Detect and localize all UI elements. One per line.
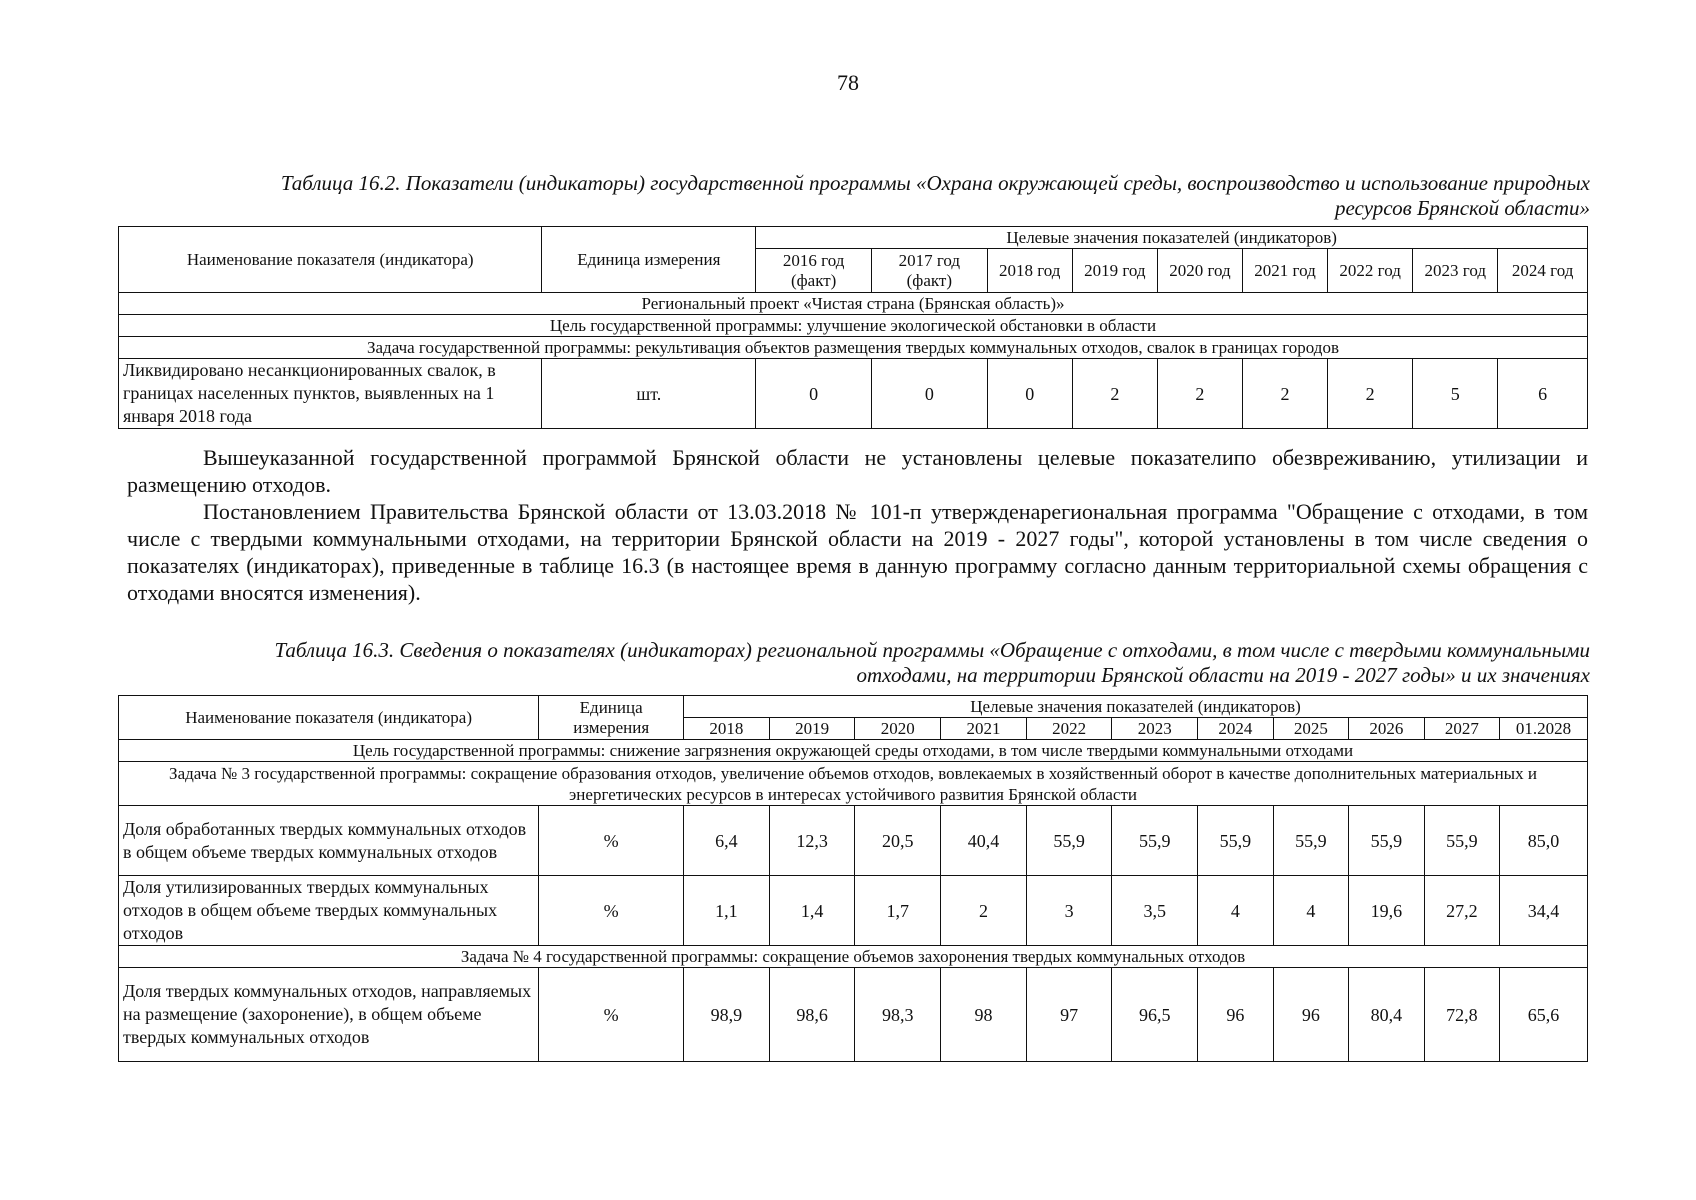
t2-year: 2020	[855, 718, 941, 740]
t1-year: 2016 год (факт)	[756, 249, 872, 293]
t2-header-unit: Единица измерения	[539, 696, 684, 740]
table-16-3-caption: Таблица 16.3. Сведения о показателях (индикаторах) региональной программы «Обращение с отходами, в том числе с твердыми коммунальными отходами, на территории Брянской области на 2019 - 2027 годы» и их значениях	[274, 638, 1590, 687]
t2-cell: 1,1	[684, 876, 770, 946]
t2-cell: 20,5	[855, 806, 941, 876]
t2-year: 2022	[1026, 718, 1112, 740]
t2-goal-row: Цель государственной программы: снижение загрязнения окружающей среды отходами, в том числе твердыми коммунальными отходами	[119, 740, 1588, 762]
t1-year: 2020 год	[1157, 249, 1242, 293]
t2-year: 2021	[941, 718, 1027, 740]
t2-cell: 3	[1026, 876, 1112, 946]
t2-cell: 55,9	[1424, 806, 1499, 876]
table-16-3	[118, 695, 1588, 1062]
t2-cell: 55,9	[1112, 806, 1198, 876]
t2-cell: 98	[941, 968, 1027, 1062]
t1-year: 2023 год	[1413, 249, 1498, 293]
t2-task4-row: Задача № 4 государственной программы: сокращение объемов захоронения твердых коммунальных отходов	[119, 946, 1588, 968]
paragraph: Постановлением Правительства Брянской области от 13.03.2018 № 101-п утвержденарегиональная программа "Обращение с отходами, в том числе с твердыми коммунальными отходами, на территории Брянской области на 2019 - 2027 годы", которой установлены в том числе сведения о показателях (индикаторах), приведенные в таблице 16.3 (в настоящее время в данную программу согласно данным территориальной схемы обращения с отходами вносятся изменения).	[127, 499, 1588, 605]
table-16-2-caption: Таблица 16.2. Показатели (индикаторы) государственной программы «Охрана окружающей среды, воспроизводство и использование природных ресурсов Брянской области»	[280, 171, 1590, 220]
t2-task3-row: Задача № 3 государственной программы: сокращение образования отходов, увеличение объемов отходов, вовлекаемых в хозяйственный оборот в качестве дополнительных материальных и энергетических ресурсов в интересах устойчивого развития Брянской области	[119, 762, 1588, 806]
t2-row-name: Доля утилизированных твердых коммунальных отходов в общем объеме твердых коммунальных отходов	[119, 876, 539, 946]
t1-year: 2019 год	[1072, 249, 1157, 293]
t2-cell: 1,7	[855, 876, 941, 946]
t1-cell: 2	[1072, 359, 1157, 429]
t2-cell: 80,4	[1349, 968, 1424, 1062]
t2-cell: 72,8	[1424, 968, 1499, 1062]
t2-cell: 96	[1273, 968, 1348, 1062]
t2-cell: 97	[1026, 968, 1112, 1062]
t2-cell: 65,6	[1500, 968, 1588, 1062]
t1-row-unit: шт.	[542, 359, 756, 429]
t2-year: 2019	[769, 718, 855, 740]
t2-year: 2024	[1198, 718, 1273, 740]
t1-year: 2024 год	[1498, 249, 1588, 293]
t1-year: 2021 год	[1242, 249, 1327, 293]
t2-cell: 34,4	[1500, 876, 1588, 946]
t2-row-unit: %	[539, 806, 684, 876]
t2-cell: 4	[1273, 876, 1348, 946]
t2-row-unit: %	[539, 968, 684, 1062]
t2-cell: 6,4	[684, 806, 770, 876]
table-row	[119, 876, 1588, 946]
t1-header-name: Наименование показателя (индикатора)	[119, 227, 542, 293]
t2-row-unit: %	[539, 876, 684, 946]
table-row	[119, 806, 1588, 876]
t2-cell: 27,2	[1424, 876, 1499, 946]
t2-header-name: Наименование показателя (индикатора)	[119, 696, 539, 740]
t2-year: 2023	[1112, 718, 1198, 740]
t2-cell: 1,4	[769, 876, 855, 946]
t1-year: 2018 год	[987, 249, 1072, 293]
t1-cell: 0	[871, 359, 987, 429]
t2-cell: 85,0	[1500, 806, 1588, 876]
t2-cell: 40,4	[941, 806, 1027, 876]
t1-year: 2017 год (факт)	[871, 249, 987, 293]
t2-cell: 55,9	[1349, 806, 1424, 876]
t1-goal-row: Цель государственной программы: улучшение экологической обстановки в области	[119, 315, 1588, 337]
page-number: 78	[837, 70, 859, 95]
t2-cell: 12,3	[769, 806, 855, 876]
t1-project-row: Региональный проект «Чистая страна (Брянская область)»	[119, 293, 1588, 315]
t1-cell: 2	[1242, 359, 1327, 429]
table-row	[119, 968, 1588, 1062]
t2-row-name: Доля твердых коммунальных отходов, направляемых на размещение (захоронение), в общем объеме твердых коммунальных отходов	[119, 968, 539, 1062]
t1-header-targets: Целевые значения показателей (индикаторов)	[756, 227, 1588, 249]
t1-cell: 6	[1498, 359, 1588, 429]
t1-cell: 2	[1157, 359, 1242, 429]
t2-year: 01.2028	[1500, 718, 1588, 740]
t2-cell: 98,3	[855, 968, 941, 1062]
t2-cell: 4	[1198, 876, 1273, 946]
t1-cell: 2	[1328, 359, 1413, 429]
t1-row-name: Ликвидировано несанкционированных свалок, в границах населенных пунктов, выявленных на 1 января 2018 года	[119, 359, 542, 429]
t1-cell: 5	[1413, 359, 1498, 429]
t1-year: 2022 год	[1328, 249, 1413, 293]
t2-cell: 3,5	[1112, 876, 1198, 946]
t2-header-targets: Целевые значения показателей (индикаторов)	[684, 696, 1588, 718]
t2-row-name: Доля обработанных твердых коммунальных отходов в общем объеме твердых коммунальных отходов	[119, 806, 539, 876]
t2-cell: 96	[1198, 968, 1273, 1062]
t2-cell: 55,9	[1273, 806, 1348, 876]
t2-cell: 96,5	[1112, 968, 1198, 1062]
paragraph: Вышеуказанной государственной программой Брянской области не установлены целевые показателипо обезвреживанию, утилизации и размещению отходов.	[127, 445, 1588, 497]
t2-year: 2018	[684, 718, 770, 740]
t2-cell: 55,9	[1198, 806, 1273, 876]
t2-cell: 2	[941, 876, 1027, 946]
t2-year: 2026	[1349, 718, 1424, 740]
t2-year: 2025	[1273, 718, 1348, 740]
table-row	[119, 359, 1588, 429]
t2-year: 2027	[1424, 718, 1499, 740]
t1-cell: 0	[987, 359, 1072, 429]
t2-cell: 98,9	[684, 968, 770, 1062]
t2-cell: 98,6	[769, 968, 855, 1062]
t2-cell: 19,6	[1349, 876, 1424, 946]
table-16-2	[118, 226, 1588, 429]
t1-task-row: Задача государственной программы: рекультивация объектов размещения твердых коммунальных отходов, свалок в границах городов	[119, 337, 1588, 359]
t1-cell: 0	[756, 359, 872, 429]
t2-cell: 55,9	[1026, 806, 1112, 876]
t1-header-unit: Единица измерения	[542, 227, 756, 293]
